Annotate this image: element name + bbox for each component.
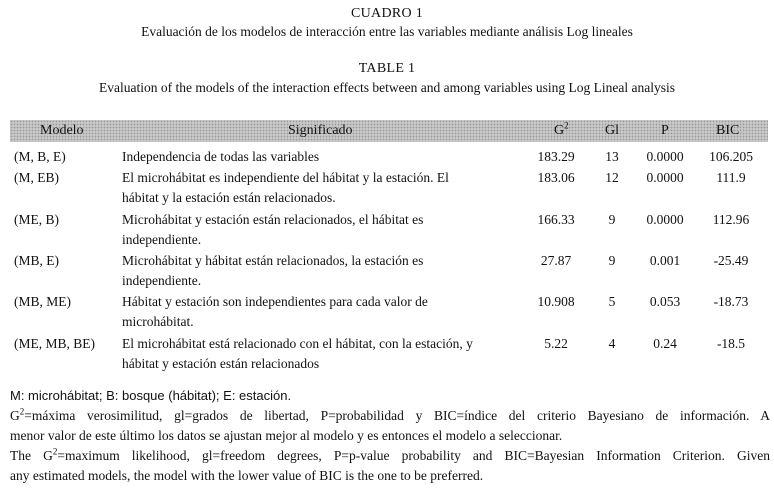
- cuadro-label: CUADRO 1: [350, 6, 424, 21]
- cell-gl: 5: [608, 294, 616, 309]
- table-label: TABLE 1: [358, 61, 416, 76]
- cell-bic: -18.5: [716, 336, 746, 351]
- cell-modelo: (ME, MB, BE): [14, 336, 95, 351]
- cell-significado: El microhábitat es independiente del hábitat y la estación. El hábitat y la estación están relacionados.: [122, 170, 449, 205]
- english-title: Evaluation of the models of the interaction effects between and among variables using Log Lineal analysis: [99, 80, 675, 95]
- cell-gl: 13: [605, 149, 619, 164]
- cell-significado: Microhábitat y hábitat están relacionados, la estación es independiente.: [122, 253, 424, 288]
- cell-significado: Hábitat y estación son independientes para cada valor de microhábitat.: [122, 294, 428, 329]
- cell-modelo: (MB, ME): [14, 294, 71, 309]
- footnote-abbreviations: M: microhábitat; B: bosque (hábitat); E: estación.: [10, 388, 292, 403]
- cell-modelo: (M, EB): [14, 170, 59, 185]
- cell-p: 0.0000: [646, 170, 684, 185]
- cell-p: 0.0000: [646, 212, 684, 227]
- cell-p: 0.0000: [646, 149, 684, 164]
- cell-g2: 27.87: [540, 253, 572, 268]
- cell-significado: Microhábitat y estación están relacionados, el hábitat es independiente.: [122, 212, 424, 247]
- cell-gl: 12: [605, 170, 619, 185]
- header-bic: BIC: [716, 123, 740, 138]
- cell-significado: Independencia de todas las variables: [122, 149, 320, 164]
- cell-modelo: (M, B, E): [14, 149, 66, 164]
- cell-bic: 106.205: [709, 149, 753, 164]
- cell-significado: El microhábitat está relacionado con el hábitat, con la estación, y hábitat y estación están relacionados: [122, 336, 473, 371]
- cell-p: 0.001: [649, 253, 681, 268]
- cell-p: 0.24: [653, 336, 677, 351]
- cell-bic: 111.9: [716, 170, 746, 185]
- cell-bic: 112.96: [712, 212, 750, 227]
- footnote-spanish: $G^2=máxima$ verosimilitud, gl=grados de libertad, P=probabilidad y BIC=índice del criterio Bayesiano de información. A menor valor de este último los datos se ajustan mejor al modelo y es entonces el modelo a seleccionar.: [10, 406, 770, 443]
- header-significado: Significado: [288, 123, 353, 138]
- spanish-title: Evaluación de los modelos de interacción entre las variables mediante análisis Log lineales: [141, 24, 633, 39]
- cell-g2: 183.06: [537, 170, 575, 185]
- header-p: P: [661, 123, 669, 138]
- footnote-english: The $G^2=maximum$ likelihood, gl=freedom degrees, P=p-value probability and BIC=Bayesian Information Criterion. Given any estimated models, the model with the lower value of BIC is the one to be preferred.: [10, 446, 770, 483]
- header-g2: $G^2$: [554, 120, 569, 138]
- cell-bic: -18.73: [713, 294, 749, 309]
- header-gl: Gl: [605, 123, 619, 138]
- cell-gl: 9: [608, 253, 616, 268]
- cell-g2: 10.908: [537, 294, 575, 309]
- cell-bic: -25.49: [713, 253, 749, 268]
- cell-p: 0.053: [649, 294, 681, 309]
- cell-g2: 183.29: [537, 149, 575, 164]
- cell-g2: 5.22: [544, 336, 568, 351]
- header-modelo: Modelo: [40, 123, 84, 138]
- table-header: [10, 120, 768, 142]
- cell-g2: 166.33: [537, 212, 575, 227]
- cell-modelo: (MB, E): [14, 253, 59, 268]
- cell-gl: 9: [608, 212, 616, 227]
- cell-modelo: (ME, B): [14, 212, 59, 227]
- cell-gl: 4: [608, 336, 616, 351]
